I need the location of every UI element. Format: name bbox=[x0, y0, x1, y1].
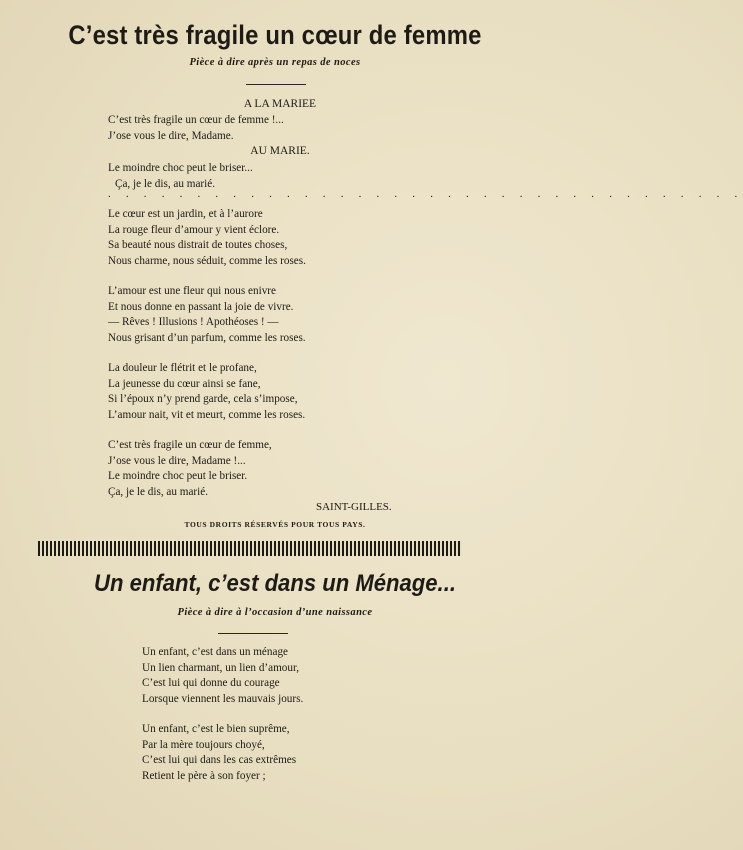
verse-line: Le moindre choc peut le briser... bbox=[108, 162, 253, 174]
stanza-2-2 bbox=[142, 722, 296, 784]
stanza-intro-a bbox=[108, 113, 284, 144]
verse-line: Nous grisant d’un parfum, comme les roses. bbox=[108, 331, 306, 344]
stanza-4 bbox=[108, 361, 305, 423]
verse-line: Sa beauté nous distrait de toutes choses, bbox=[108, 239, 288, 252]
verse-line: Ça, je le dis, au marié. bbox=[115, 177, 216, 190]
verse-line: Par la mère toujours choyé, bbox=[142, 738, 265, 751]
verse-line: Retient le père à son foyer ; bbox=[142, 769, 266, 782]
verse-line: Un enfant, c’est dans un ménage bbox=[142, 646, 289, 658]
verse-line: Le moindre choc peut le briser. bbox=[108, 470, 248, 483]
verse-line: J’ose vous le dire, Madame. bbox=[108, 129, 234, 142]
verse-line: La douleur le flétrit et le profane, bbox=[108, 362, 257, 374]
poem-subtitle: Pièce à dire après un repas de noces bbox=[189, 57, 361, 68]
verse-line: L’amour nait, vit et meurt, comme les roses. bbox=[108, 408, 306, 421]
verse-line: Nous charme, nous séduit, comme les roses. bbox=[108, 254, 306, 267]
verse-line: J’ose vous le dire, Madame !... bbox=[108, 454, 246, 467]
poem-title-2: Un enfant, c’est dans un Ménage... bbox=[94, 570, 456, 597]
divider bbox=[246, 84, 306, 85]
decorative-divider-bar bbox=[38, 541, 462, 556]
verse-line: Le cœur est un jardin, et à l’aurore bbox=[108, 208, 263, 220]
stanza-5 bbox=[108, 438, 272, 500]
heading-bride: A LA MARIEE bbox=[243, 98, 317, 110]
verse-line: Ça, je le dis, au marié. bbox=[108, 485, 209, 498]
verse-line: Et nous donne en passant la joie de vivre. bbox=[108, 300, 294, 313]
heading-groom: AU MARIE. bbox=[250, 145, 310, 157]
verse-line: L’amour est une fleur qui nous enivre bbox=[108, 285, 276, 297]
divider-2 bbox=[218, 633, 288, 634]
verse-line: Si l’époux n’y prend garde, cela s’impose, bbox=[108, 393, 298, 406]
verse-line: La jeunesse du cœur ainsi se fane, bbox=[108, 377, 261, 390]
verse-line: C’est lui qui donne du courage bbox=[142, 677, 280, 690]
stanza-3 bbox=[108, 284, 306, 346]
verse-line: C’est lui qui dans les cas extrêmes bbox=[142, 754, 297, 767]
author-signature: SAINT-GILLES. bbox=[316, 501, 392, 513]
stanza-2 bbox=[108, 207, 306, 269]
verse-line: Un enfant, c’est le bien suprême, bbox=[142, 723, 290, 735]
verse-line: C’est très fragile un cœur de femme, bbox=[108, 439, 272, 451]
verse-line: Un lien charmant, un lien d’amour, bbox=[142, 661, 300, 674]
dotted-separator: . . . . . . . . . . . . . . . . . . . . . . . . . . . . . . . . . . . . bbox=[108, 188, 743, 200]
verse-line: C’est très fragile un cœur de femme !... bbox=[108, 114, 284, 126]
verse-line: La rouge fleur d’amour y vient éclore. bbox=[108, 223, 280, 236]
poem-subtitle-2: Pièce à dire à l’occasion d’une naissance bbox=[177, 607, 373, 618]
rights-notice: TOUS DROITS RÉSERVÉS POUR TOUS PAYS. bbox=[184, 520, 366, 529]
stanza-2-1 bbox=[142, 645, 303, 707]
verse-line: — Rêves ! Illusions ! Apothéoses ! — bbox=[108, 316, 279, 329]
poem-title: C’est très fragile un cœur de femme bbox=[68, 20, 482, 50]
verse-line: Lorsque viennent les mauvais jours. bbox=[142, 692, 304, 705]
